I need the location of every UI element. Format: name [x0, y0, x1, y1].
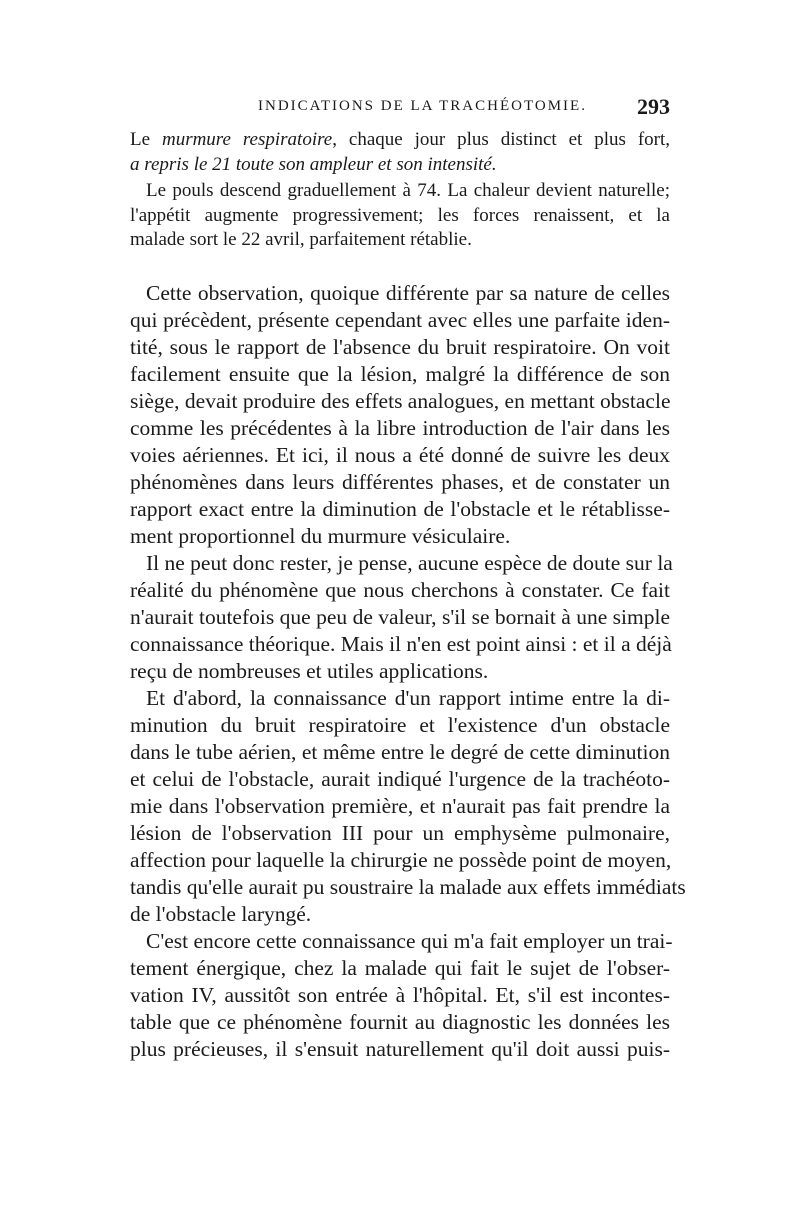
text-line: tement énergique, chez la malade qui fait le sujet de l'obser- [130, 956, 670, 980]
page-number: 293 [637, 94, 670, 119]
emphasis: a repris le 21 toute son ampleur et son intensité. [130, 154, 497, 175]
text-line: de l'obstacle laryngé. [130, 902, 312, 926]
text-line: tité, sous le rapport de l'absence du bruit respiratoire. On voit [130, 335, 670, 359]
text-line: Le murmure respiratoire, chaque jour plus distinct et plus fort, [130, 129, 670, 150]
text-line: minution du bruit respiratoire et l'existence d'un obstacle [130, 713, 670, 737]
text-line: siège, devait produire des effets analogues, en mettant obstacle [130, 389, 671, 413]
text-line: phénomènes dans leurs différentes phases, et de constater un [130, 470, 670, 494]
text-line: Cette observation, quoique différente par sa nature de celles [146, 281, 670, 305]
text-line: plus précieuses, il s'ensuit naturellement qu'il doit aussi puis- [130, 1037, 670, 1061]
text-line: et celui de l'obstacle, aurait indiqué l'urgence de la trachéoto- [130, 767, 670, 791]
text-line: affection pour laquelle la chirurgie ne possède point de moyen, [130, 848, 672, 872]
text-line: réalité du phénomène que nous cherchons à constater. Ce fait [130, 578, 670, 602]
running-title: INDICATIONS DE LA TRACHÉOTOMIE. [258, 98, 587, 114]
text-line: comme les précédentes à la libre introduction de l'air dans les [130, 416, 670, 440]
text-line: tandis qu'elle aurait pu soustraire la malade aux effets immédiats [130, 875, 686, 899]
text-line: voies aériennes. Et ici, il nous a été donné de suivre les deux [130, 443, 670, 467]
text-line: l'appétit augmente progressivement; les forces renaissent, et la [130, 205, 670, 226]
text-line: facilement ensuite que la lésion, malgré la différence de son [130, 362, 670, 386]
text-line: vation IV, aussitôt son entrée à l'hôpital. Et, s'il est incontes- [130, 983, 670, 1007]
text-line: Il ne peut donc rester, je pense, aucune espèce de doute sur la [146, 551, 673, 575]
text-line: Le pouls descend graduellement à 74. La chaleur devient naturelle; [146, 180, 670, 201]
text-line: lésion de l'observation III pour un emphysème pulmonaire, [130, 821, 670, 845]
text-line: C'est encore cette connaissance qui m'a fait employer un trai- [146, 929, 673, 953]
text-line: reçu de nombreuses et utiles applications. [130, 659, 489, 683]
text-line: table que ce phénomène fournit au diagnostic les données les [130, 1010, 670, 1034]
text-line: mie dans l'observation première, et n'aurait pas fait prendre la [130, 794, 670, 818]
text-line [130, 155, 670, 177]
running-head [130, 96, 670, 122]
text-line: connaissance théorique. Mais il n'en est point ainsi : et il a déjà [130, 632, 672, 656]
text-line: rapport exact entre la diminution de l'obstacle et le rétablisse- [130, 497, 670, 521]
text-line: malade sort le 22 avril, parfaitement rétablie. [130, 229, 472, 250]
text-line: n'aurait toutefois que peu de valeur, s'il se bornait à une simple [130, 605, 670, 629]
text-line: Et d'abord, la connaissance d'un rapport intime entre la di- [146, 686, 670, 710]
text-line: dans le tube aérien, et même entre le degré de cette diminution [130, 740, 670, 764]
text-line: qui précèdent, présente cependant avec elles une parfaite iden- [130, 308, 670, 332]
text-line: ment proportionnel du murmure vésiculaire. [130, 524, 511, 548]
emphasis: murmure respiratoire [161, 129, 333, 150]
